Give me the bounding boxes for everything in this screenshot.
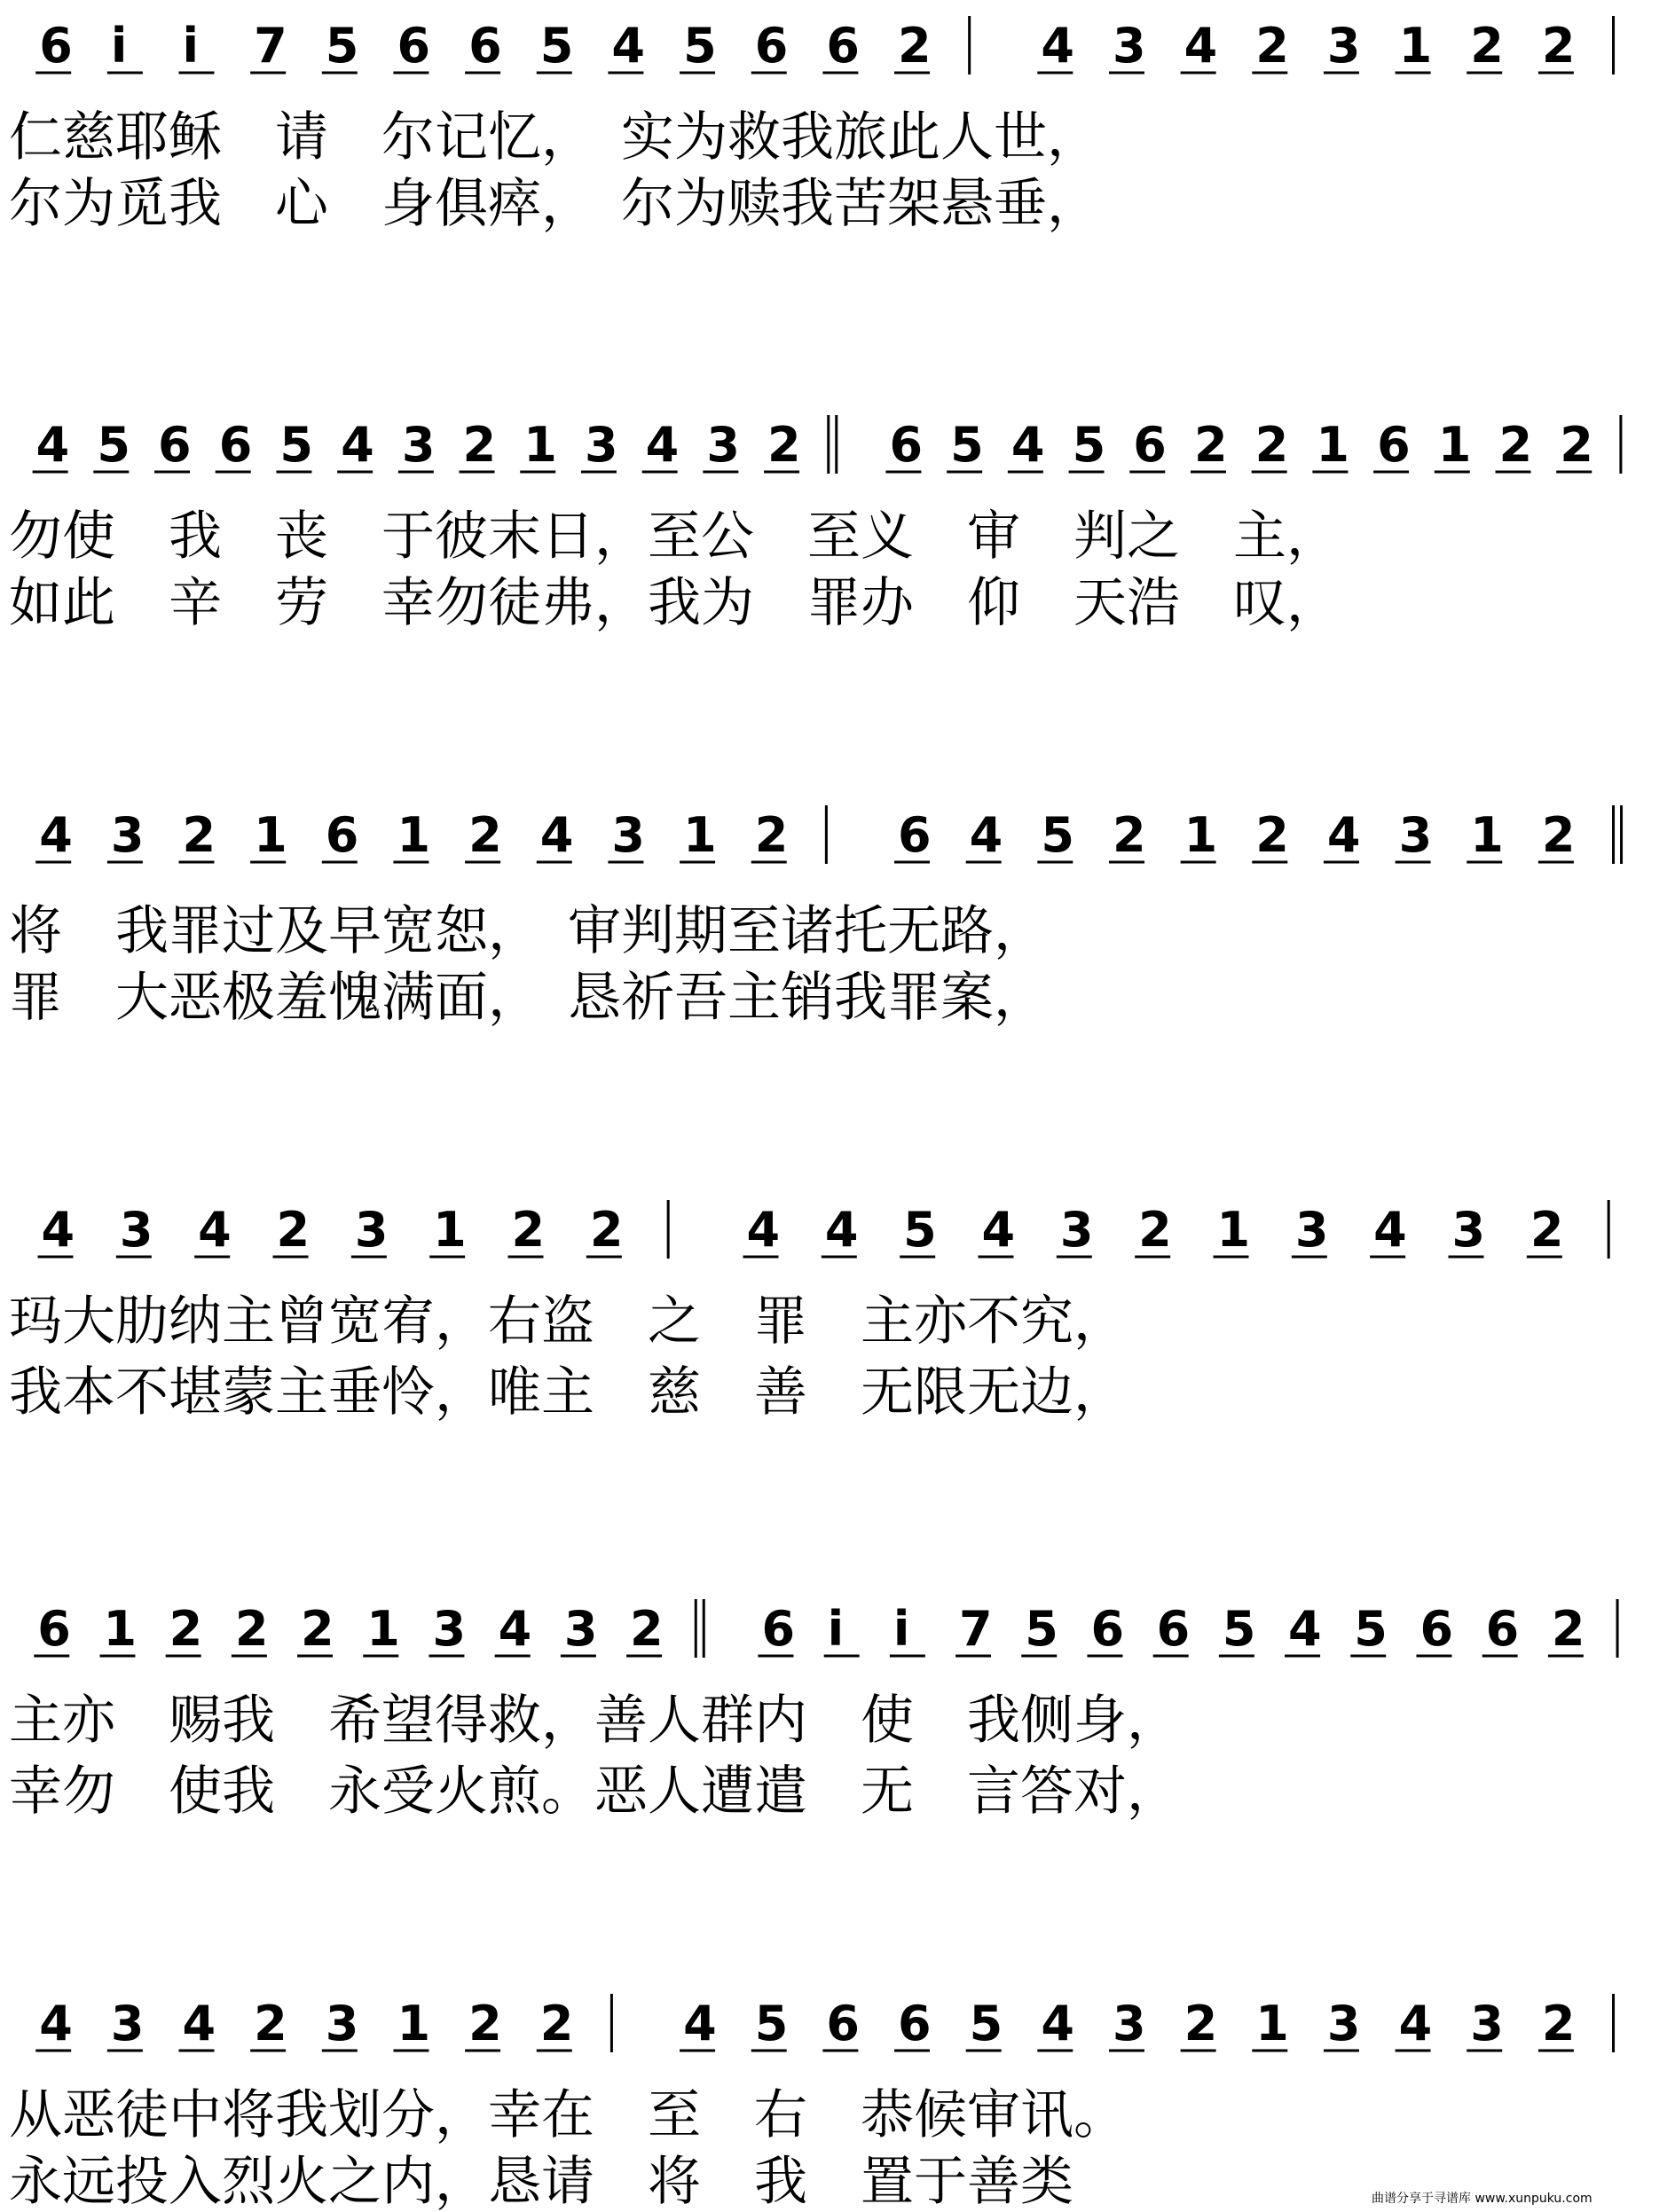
note: 4 [683,1996,717,2051]
note: i [827,1601,845,1657]
lyrics-verse-1: 主亦 赐我 希望得救，善人群内 使 我侧身， [9,1690,1180,1752]
note: 3 [110,1996,145,2051]
note: 1 [1255,1996,1289,2051]
note: 3 [1326,18,1361,74]
note: 5 [1354,1601,1388,1657]
note: 3 [1294,1202,1329,1258]
note: 6 [889,417,924,473]
note: 2 [898,18,932,74]
note: 1 [1216,1202,1251,1258]
note: 2 [276,1202,311,1258]
note: 5 [539,18,574,74]
system-4 [9,1200,1608,1424]
note: 5 [97,417,130,473]
note: 6 [158,417,192,473]
note: 2 [1498,417,1533,473]
note: 1 [397,807,431,863]
note: 2 [1560,417,1593,473]
note: 3 [611,807,645,863]
note: 2 [1193,417,1228,473]
notes-row [38,1200,1609,1259]
note: 6 [1377,417,1411,473]
lyrics-verse-2: 尔为觅我 心 身俱瘁， 尔为赎我苦架悬垂， [9,173,1100,235]
note: 4 [1041,18,1074,74]
note: 2 [539,1996,574,2051]
note: 6 [826,1996,860,2051]
note: 5 [1025,1601,1058,1657]
note: 3 [432,1601,467,1657]
note: 6 [898,807,932,863]
lyrics-verse-1: 玛大肋纳主曾宽宥，右盗 之 罪 主亦不究， [9,1290,1127,1353]
system-1 [9,16,1614,235]
note: 1 [254,807,287,863]
note: 3 [401,417,436,473]
note: 1 [366,1601,400,1657]
note: 6 [1485,1601,1520,1657]
note: 2 [1254,417,1289,473]
note: 6 [218,417,253,473]
note: 6 [325,807,359,863]
note: 1 [1398,18,1433,74]
note: 2 [1184,1996,1218,2051]
note: 6 [754,18,789,74]
note: 2 [301,1601,334,1657]
note: 5 [1041,807,1074,863]
note: 6 [397,18,431,74]
note: 4 [341,417,374,473]
lyrics-verse-1: 将 我罪过及早宽恕， 审判期至诸托无路， [9,900,1047,962]
system-5 [9,1599,1617,1823]
notes-row [35,1994,1613,2052]
note: 4 [1041,1996,1074,2051]
note: 4 [1011,417,1045,473]
note: 4 [1398,1996,1433,2051]
note: 1 [523,417,557,473]
note: 6 [37,1601,71,1657]
lyrics-verse-1: 仁慈耶稣 请 尔记忆， 实为救我旅此人世， [9,106,1100,169]
note: 6 [468,18,502,74]
note: 4 [824,1202,859,1258]
note: 3 [584,417,618,473]
note: 2 [468,1996,502,2051]
note: 3 [110,807,145,863]
note: 4 [39,807,73,863]
note: 2 [1138,1202,1172,1258]
note: 4 [182,1996,216,2051]
note: 2 [589,1202,624,1258]
note: 2 [468,807,502,863]
note: 4 [969,807,1003,863]
note: i [182,18,200,74]
note: 2 [169,1601,203,1657]
note: 2 [1541,18,1576,74]
note: 2 [462,417,497,473]
note: 1 [1470,807,1504,863]
notes-row [35,805,1621,864]
note: 1 [433,1202,467,1258]
lyrics-verse-2: 永远投入烈火之内，恳请 将 我 置于善类 [9,2151,1073,2212]
note: 2 [1255,18,1289,74]
system-3 [9,805,1622,1029]
note: 6 [1156,1601,1191,1657]
note: 3 [1059,1202,1094,1258]
lyrics-verse-2: 我本不堪蒙主垂怜，唯主 慈 善 无限无边， [9,1361,1127,1424]
note: i [110,18,128,74]
note: 4 [645,417,680,473]
lyrics-verse-2: 幸勿 使我 永受火煎。恶人遭遣 无 言答对， [9,1761,1180,1823]
note: 5 [969,1996,1003,2051]
note: 4 [1288,1601,1322,1657]
note: 1 [1437,417,1472,473]
lyrics-verse-1: 勿使 我 丧 于彼末日，至公 至义 审 判之 主， [9,506,1340,568]
note: 4 [41,1202,75,1258]
note: 7 [254,18,287,74]
note: 5 [1222,1601,1256,1657]
note: 4 [611,18,645,74]
note: 4 [1373,1202,1407,1258]
lyrics-verse-2: 如此 辛 劳 幸勿徒弗，我为 罪办 仰 天浩 叹， [9,572,1340,634]
note: 6 [761,1601,796,1657]
note: 2 [754,807,789,863]
note: 3 [325,1996,359,2051]
note: 2 [511,1202,546,1258]
note: 2 [1551,1601,1585,1657]
note: 4 [981,1202,1016,1258]
note: 6 [898,1996,932,2051]
note: 4 [198,1202,232,1258]
note: 3 [706,417,740,473]
note: 2 [1541,1996,1576,2051]
note: 2 [630,1601,664,1657]
note: 2 [1255,807,1289,863]
note: 3 [563,1601,598,1657]
note: 2 [1470,18,1504,74]
note: 3 [1112,18,1146,74]
note: 3 [1398,807,1433,863]
note: 1 [103,1601,138,1657]
note: 4 [39,1996,73,2051]
note: 2 [234,1601,269,1657]
note: 2 [254,1996,287,2051]
note: 5 [950,417,984,473]
note: 4 [746,1202,781,1258]
watermark: 曲谱分享于寻谱库 www.xunpuku.com [1366,2187,1598,2208]
note: 1 [397,1996,431,2051]
notes-row [33,415,1621,474]
note: 2 [767,417,801,473]
note: 4 [1184,18,1218,74]
note: 6 [1419,1601,1454,1657]
note: 2 [1530,1202,1564,1258]
lyrics-verse-1: 从恶徒中将我划分，幸在 至 右 恭候审讯。 [9,2084,1127,2146]
system-6 [9,1994,1614,2212]
lyrics-verse-2: 罪 大恶极羞愧满面， 恳祈吾主销我罪案， [9,967,1047,1029]
note: 4 [35,417,70,473]
note: 6 [39,18,73,74]
note: 3 [1451,1202,1486,1258]
note: 5 [903,1202,937,1258]
note: 3 [119,1202,153,1258]
system-2 [9,415,1621,634]
notes-row [35,16,1613,75]
note: 3 [1112,1996,1146,2051]
note: 3 [1326,1996,1361,2051]
note: 2 [182,807,216,863]
note: 3 [354,1202,389,1258]
note: 1 [1184,807,1218,863]
note: 6 [1133,417,1167,473]
note: 3 [1470,1996,1504,2051]
note: 2 [1112,807,1146,863]
note: i [893,1601,910,1657]
note: 6 [826,18,860,74]
note: 5 [325,18,359,74]
note: 7 [959,1601,993,1657]
note: 4 [539,807,574,863]
note: 4 [1326,807,1361,863]
note: 5 [279,417,314,473]
note: 1 [683,807,717,863]
note: 5 [683,18,717,74]
notes-row [34,1599,1617,1658]
note: 2 [1541,807,1576,863]
note: 4 [498,1601,532,1657]
note: 6 [1090,1601,1125,1657]
note: 1 [1316,417,1349,473]
note: 5 [1072,417,1106,473]
note: 5 [754,1996,789,2051]
